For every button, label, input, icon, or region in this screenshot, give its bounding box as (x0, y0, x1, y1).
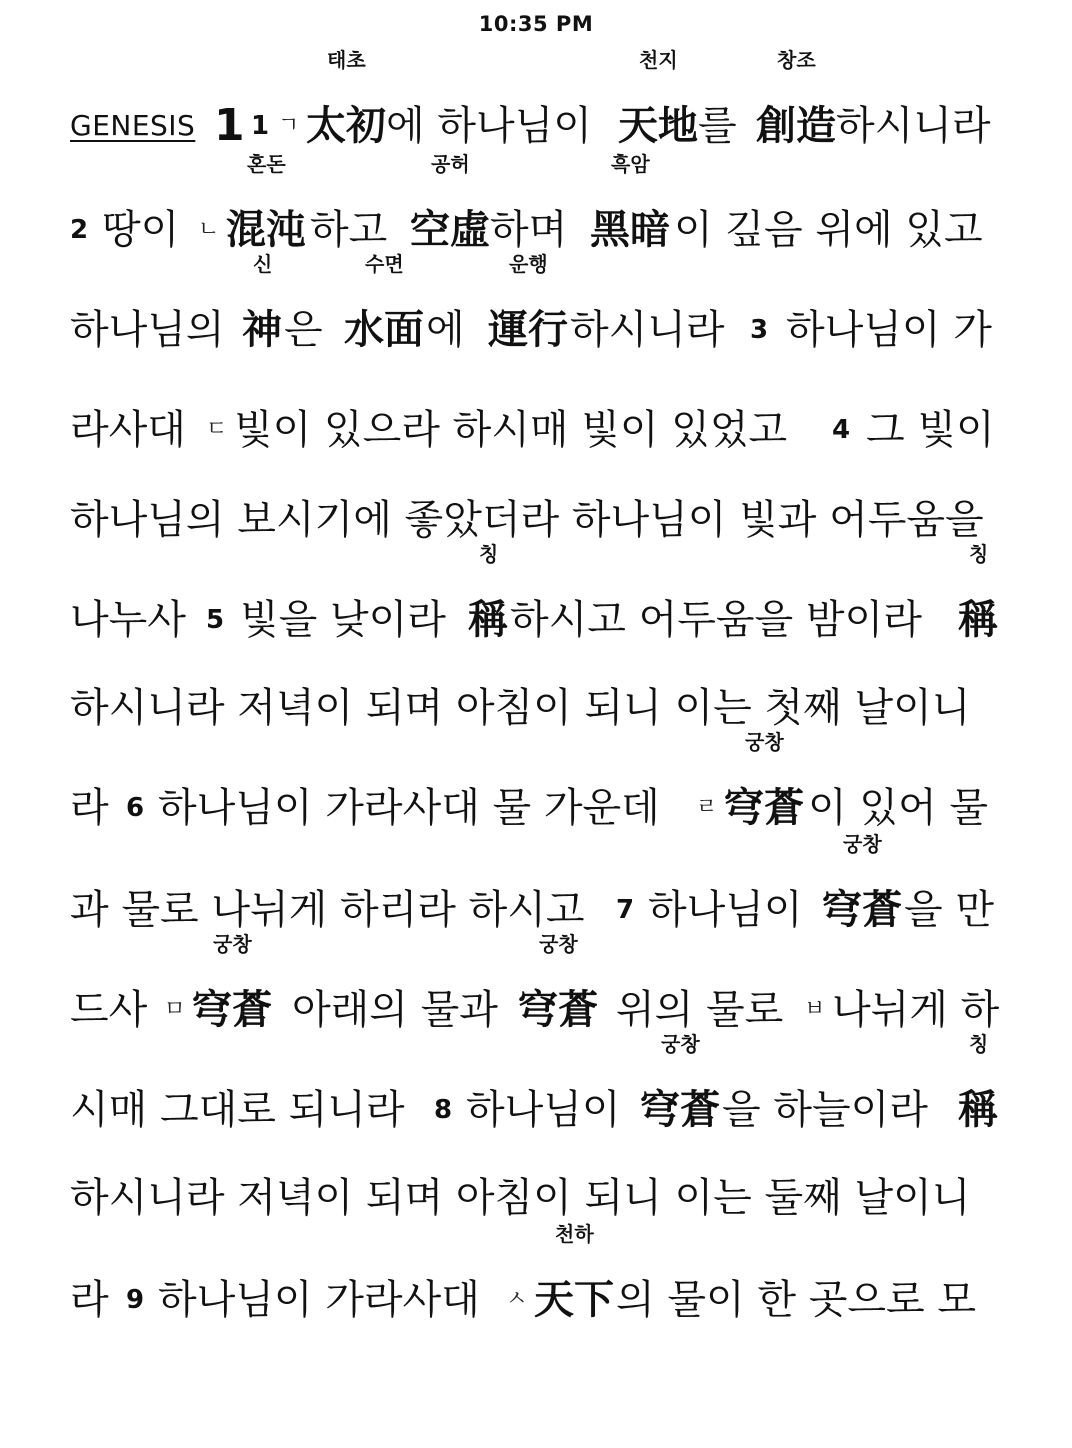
verse-text-label: 라 (70, 785, 109, 831)
verse-number-label: 7 (616, 895, 635, 925)
footnote-marker-label: ㅅ (506, 1287, 528, 1312)
text-line (70, 730, 1000, 838)
verse-text-label: 하고 (310, 207, 388, 253)
verse-text (466, 1080, 621, 1140)
verse-text (240, 590, 446, 650)
verse-text-label: 에 (426, 307, 465, 353)
hangul-reading: 공허 (431, 152, 470, 176)
hanja-word (724, 730, 804, 838)
verse-text (648, 880, 803, 940)
verse-number-label: 9 (126, 1285, 145, 1315)
verse-text (836, 96, 991, 156)
verse-number (832, 400, 850, 460)
verse-text-label: 하시니라 (836, 103, 991, 149)
hanja-word-label: 水面 (344, 307, 424, 353)
verse-text-label: 의 물이 한 곳으로 모 (616, 1277, 976, 1323)
text-line (70, 1168, 1000, 1228)
hangul-reading: 운행 (509, 252, 548, 276)
text-line (70, 832, 1000, 940)
hanja-word-label: 稱 (958, 597, 998, 643)
verse-text (904, 880, 994, 940)
hanja-word-label: 稱 (468, 597, 508, 643)
book-name-label: GENESIS (70, 109, 196, 142)
hangul-reading: 천하 (555, 1222, 594, 1246)
hanja-word (192, 932, 272, 1040)
verse-number (206, 590, 224, 650)
verse-text-label: 위의 물로 (616, 987, 784, 1033)
footnote-marker[interactable] (278, 96, 299, 156)
footnote-marker-label: ㅁ (164, 997, 186, 1022)
verse-text (808, 778, 988, 838)
hangul-reading: 궁창 (745, 730, 784, 754)
hanja-word (590, 152, 670, 260)
hanja-word-label: 運行 (488, 307, 568, 353)
verse-text-label: 시매 그대로 되니라 (70, 1087, 405, 1133)
verse-text-label: 나누사 (70, 597, 186, 643)
footnote-marker[interactable] (696, 778, 717, 838)
chapter-number (214, 96, 245, 156)
verse-text-label: 땅이 (102, 207, 180, 253)
hanja-word (410, 152, 490, 260)
verse-number-label: 1 (251, 111, 270, 141)
verse-text (616, 1270, 976, 1330)
verse-text (490, 200, 567, 260)
footnote-marker-label: ㄴ (198, 217, 220, 242)
status-bar-time: 10:35 PM (478, 12, 594, 36)
footnote-marker-label: ㄷ (206, 417, 228, 442)
verse-text (102, 200, 179, 260)
footnote-marker[interactable] (206, 400, 227, 460)
verse-text (70, 1270, 109, 1330)
verse-text-label: 나뉘게 하 (832, 987, 1000, 1033)
verse-text-label: 하시니라 저녁이 되며 아침이 되니 이는 첫째 날이니 (70, 685, 971, 731)
verse-text (70, 490, 984, 550)
verse-text-label: 하나님이 가라사대 (158, 1277, 480, 1323)
verse-text (70, 300, 225, 360)
verse-text-label: 하며 (490, 207, 568, 253)
verse-text (284, 300, 323, 360)
hanja-word (344, 252, 424, 360)
verse-number (434, 1080, 452, 1140)
verse-text-label: 하나님이 (466, 1087, 621, 1133)
hangul-reading: 창조 (777, 48, 816, 72)
hangul-reading: 혼돈 (247, 152, 286, 176)
hanja-word (468, 542, 508, 650)
hangul-reading: 칭 (479, 542, 499, 566)
hanja-word-label: 穹蒼 (724, 785, 804, 831)
hangul-reading: 신 (253, 252, 273, 276)
verse-text-label: 이 있어 물 (808, 785, 988, 831)
verse-text (832, 980, 999, 1040)
hangul-reading: 궁창 (661, 1032, 700, 1056)
verse-text (786, 300, 992, 360)
verse-text (158, 1270, 480, 1330)
hanja-word (518, 932, 598, 1040)
hangul-reading: 칭 (969, 1032, 989, 1056)
hanja-word (618, 48, 698, 156)
text-line (70, 400, 1000, 460)
hanja-word-label: 穹蒼 (192, 987, 272, 1033)
text-line (70, 48, 1000, 156)
text-line (70, 542, 1000, 650)
footnote-marker[interactable] (164, 980, 185, 1040)
hangul-reading: 궁창 (539, 932, 578, 956)
hanja-word-label: 天下 (534, 1277, 614, 1323)
verse-text (70, 980, 147, 1040)
verse-text (310, 200, 387, 260)
hanja-word (534, 1222, 614, 1330)
verse-text-label: 라 (70, 1277, 109, 1323)
hangul-reading: 궁창 (843, 832, 882, 856)
verse-number-label: 4 (832, 415, 851, 445)
verse-text-label: 하나님이 가 (786, 307, 992, 353)
verse-text-label: 그 빛이 (866, 407, 995, 453)
verse-text (386, 96, 592, 156)
hangul-reading: 태초 (327, 48, 366, 72)
verse-text (674, 200, 983, 260)
hanja-word (822, 832, 902, 940)
text-line (70, 932, 1000, 1040)
verse-text (70, 590, 186, 650)
verse-text-label: 빛이 있으라 하시매 빛이 있었고 (234, 407, 788, 453)
hanja-word (756, 48, 836, 156)
verse-text-label: 과 물로 나뉘게 하리라 하시고 (70, 887, 585, 933)
verse-text (866, 400, 995, 460)
hanja-word (488, 252, 568, 360)
verse-text (70, 1080, 405, 1140)
text-line (70, 678, 1000, 738)
verse-number-label: 6 (126, 793, 145, 823)
hanja-word-label: 太初 (306, 103, 386, 149)
verse-text-label: 하나님이 가라사대 물 가운데 (158, 785, 660, 831)
hanja-word (640, 1032, 720, 1140)
verse-number (126, 1270, 144, 1330)
verse-number-label: 3 (750, 315, 769, 345)
verse-text-label: 을 하늘이라 (722, 1087, 928, 1133)
verse-text-label: 라사대 (70, 407, 186, 453)
hanja-word-label: 混沌 (226, 207, 306, 253)
text-line (70, 1032, 1000, 1140)
verse-number (70, 200, 88, 260)
hanja-word (958, 1032, 998, 1140)
verse-text-label: 하시고 어두움을 밤이라 (510, 597, 922, 643)
hanja-word (226, 152, 306, 260)
verse-text (570, 300, 725, 360)
verse-text (234, 400, 787, 460)
hanja-word-label: 創造 (756, 103, 836, 149)
verse-number (616, 880, 634, 940)
verse-number-label: 2 (70, 215, 89, 245)
verse-text-label: 하시니라 저녁이 되며 아침이 되니 이는 둘째 날이니 (70, 1175, 971, 1221)
chapter-number-label: 1 (214, 100, 245, 151)
hangul-reading: 천지 (639, 48, 678, 72)
hanja-word-label: 穹蒼 (518, 987, 598, 1033)
verse-text-label: 을 만 (904, 887, 994, 933)
text-line (70, 252, 1000, 360)
hanja-word-label: 黑暗 (590, 207, 670, 253)
verse-text (158, 778, 660, 838)
verse-text-label: 하나님의 보시기에 좋았더라 하나님이 빛과 어두움을 (70, 497, 984, 543)
verse-text-label: 를 (698, 103, 737, 149)
hanja-word-label: 天地 (618, 103, 698, 149)
hanja-word (306, 48, 386, 156)
verse-text (70, 678, 970, 738)
footnote-marker[interactable] (198, 200, 219, 260)
verse-text-label: 에 하나님이 (386, 103, 592, 149)
verse-text-label: 이 깊음 위에 있고 (674, 207, 983, 253)
verse-text (722, 1080, 928, 1140)
verse-text (426, 300, 465, 360)
footnote-marker-label: ㄱ (278, 113, 300, 138)
verse-text (70, 880, 585, 940)
verse-text (70, 778, 109, 838)
verse-text-label: 하나님의 (70, 307, 225, 353)
hanja-word-label: 神 (242, 307, 282, 353)
verse-text-label: 하나님이 (648, 887, 803, 933)
footnote-marker[interactable] (506, 1270, 527, 1330)
verse-number-label: 5 (206, 605, 225, 635)
book-name[interactable] (70, 96, 195, 156)
verse-text-label: 빛을 낮이라 (240, 597, 446, 643)
verse-number (126, 778, 144, 838)
hangul-reading: 흑암 (611, 152, 650, 176)
verse-text-label: 드사 (70, 987, 148, 1033)
text-line (70, 152, 1000, 260)
footnote-marker[interactable] (804, 980, 825, 1040)
verse-text (70, 1168, 970, 1228)
verse-text (292, 980, 498, 1040)
footnote-marker-label: ㄹ (696, 795, 718, 820)
hangul-reading: 칭 (969, 542, 989, 566)
hanja-word-label: 空虛 (410, 207, 490, 253)
verse-text (698, 96, 737, 156)
hanja-word (958, 542, 998, 650)
footnote-marker-label: ㅂ (804, 997, 826, 1022)
text-line (70, 490, 1000, 550)
hanja-word (242, 252, 282, 360)
verse-text-label: 아래의 물과 (292, 987, 498, 1033)
verse-text-label: 은 (284, 307, 323, 353)
verse-number (251, 96, 269, 156)
hanja-word-label: 稱 (958, 1087, 998, 1133)
hangul-reading: 수면 (365, 252, 404, 276)
hanja-word-label: 穹蒼 (640, 1087, 720, 1133)
hanja-word-label: 穹蒼 (822, 887, 902, 933)
verse-text (70, 400, 186, 460)
verse-number-label: 8 (434, 1095, 453, 1125)
hangul-reading: 궁창 (213, 932, 252, 956)
verse-text-label: 하시니라 (570, 307, 725, 353)
verse-number (750, 300, 768, 360)
text-line (70, 1222, 1000, 1330)
verse-text (616, 980, 783, 1040)
verse-text (510, 590, 922, 650)
